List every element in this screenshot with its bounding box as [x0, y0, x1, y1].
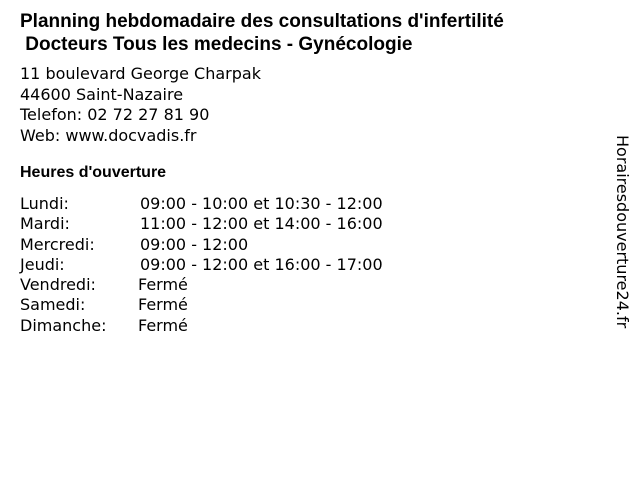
address-street: 11 boulevard George Charpak [20, 64, 261, 83]
time-value: 09:00 - 12:00 et 16:00 - 17:00 [140, 254, 383, 274]
address-block [20, 64, 261, 146]
title-line-1: Planning hebdomadaire des consultations d'infertilité [20, 11, 504, 32]
time-value: Fermé [138, 275, 188, 295]
title-line-2: Docteurs Tous les medecins - Gynécologie [20, 34, 413, 55]
day-label: Samedi: [20, 295, 86, 315]
watermark-text: Horairesdouverture24.fr [613, 135, 632, 329]
watermark [612, 135, 632, 345]
time-value: 09:00 - 12:00 [140, 234, 249, 254]
time-value: Fermé [138, 315, 188, 335]
time-value: 11:00 - 12:00 et 14:00 - 16:00 [140, 214, 383, 234]
address-web: Web: www.docvadis.fr [20, 125, 197, 145]
time-value: Fermé [138, 295, 188, 315]
day-label: Dimanche: [20, 315, 107, 335]
page-title [20, 10, 620, 56]
day-label: Lundi: [20, 194, 69, 213]
day-label: Jeudi: [20, 254, 65, 274]
hours-heading: Heures d'ouverture [20, 164, 167, 181]
day-label: Mercredi: [20, 234, 95, 254]
day-label: Mardi: [20, 214, 70, 234]
address-city: 44600 Saint-Nazaire [20, 84, 184, 104]
time-value: 09:00 - 10:00 et 10:30 - 12:00 [140, 194, 383, 213]
day-label: Vendredi: [20, 275, 96, 295]
address-phone: Telefon: 02 72 27 81 90 [20, 105, 210, 124]
